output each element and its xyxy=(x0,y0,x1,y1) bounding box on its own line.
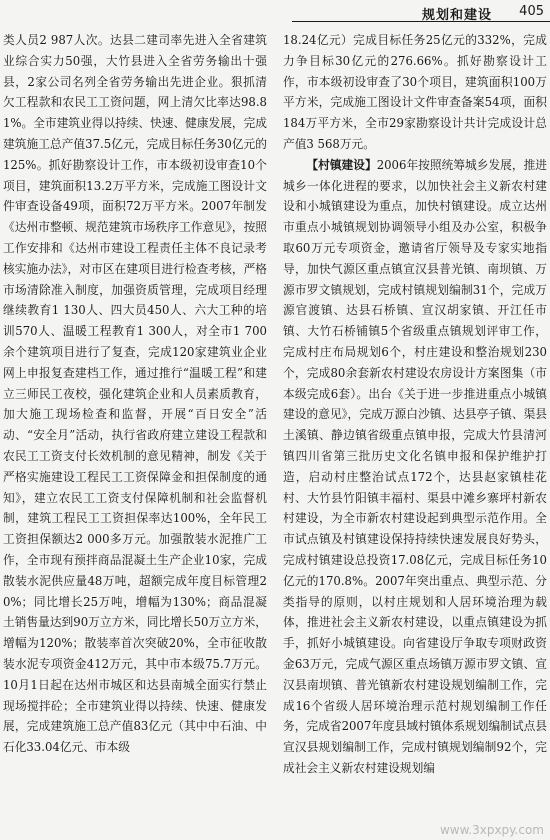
section-title: 规划和建设 xyxy=(421,8,492,23)
page-header xyxy=(0,0,550,24)
village-construction-text: 2006年按照统筹城乡发展，推进城乡一体化进程的要求，以加快社会主义新农村建设和小城镇建设为重点，加快村镇建设。成立达州市重点小城镇规划协调领导小组及办公室，积极争取60万元专项资金，邀请省厅领导及专家实地指导，加快气源区重点镇宣汉县普光镇、南坝镇、万源市罗文镇规划，完成村镇规划编制31个，完成万源官渡镇、达县石桥镇、宣汉胡家镇、开江任市镇、大竹石桥铺镇5个省级重点镇规划评审工作，完成村庄布局规划6个，村庄建设和整治规划230个，完成80余套新农村建设农房设计方案图集（市本级完成6套）。出台《关于进一步推进重点小城镇建设的意见》，完成万源白沙镇、达县亭子镇、渠县土溪镇、静边镇省级重点镇申报，完成大竹县清河镇四川省第三批历史文化名镇申报和保护维护打造，启动村庄整治试点172个，达县赵家镇桂花村、大竹县竹阳镇丰福村、渠县中滩乡寨坪村新农村建设，为全市新农村建设起到典型示范作用。全市试点镇及村镇建设保持持续快速发展良好势头，完成村镇建设总投资17.08亿元，完成目标任务10亿元的170.8%。2007年突出重点、典型示范、分类指导的原则，以村庄规划和人居环境治理为载体，推进社会主义新农村建设，以重点镇建设为抓手，抓好小城镇建设。向省建设厅争取专项财政资金63万元，完成气源区重点场镇万源市罗文镇、宣汉县南坝镇、普光镇新农村建设规划编制工作，完成16个省级人居环境治理示范村规划编制工作任务，完成省2007年度县域村镇体系规划编制试点县宣汉县规划编制工作，完成村镇规划编制92个，完成社会主义新农村建设规划编 xyxy=(283,157,547,775)
right-column xyxy=(283,30,547,836)
watermark: www.3xpxpy.com xyxy=(439,823,544,837)
page-number: 405 xyxy=(519,4,544,19)
header-rule xyxy=(292,21,550,22)
village-construction-paragraph xyxy=(283,155,547,779)
body-columns xyxy=(3,30,547,836)
right-column-continuation: 18.24亿元）完成目标任务25亿元的332%，完成力争目标30亿元的276.66%。抓好勘察设计工作，市本级初设审查了30个项目，建筑面积100万平方米，完成施工图设计文件审查备案54项，面积184万平方米，全市29家勘察设计共计完成设计总产值3 568万元。 xyxy=(283,33,547,151)
section-tag-village-construction: 【村镇建设】 xyxy=(306,157,377,172)
left-column xyxy=(3,30,267,836)
left-column-paragraph: 类人员2 987人次。达县二建司率先进入全省建筑业综合实力50强，大竹县进入全省劳务输出十强县，2家公司名列全省劳务输出先进企业。狠抓清欠工程款和农民工工资问题，网上清欠比率达98.81%。全市建筑业得以持续、快速、健康发展，完成建筑施工总产值37.5亿元，完成目标任务30亿元的125%。抓好勘察设计工作，市本级初设审查10个项目，建筑面积13.2万平方米，完成施工图设计文件审查设备49项，面积72万平方米。2007年制发《达州市整顿、规范建筑市场秩序工作意见》，按照工作安排和《达州市建设工程责任主体不良记录考核实施办法》，对市区在建项目进行检查考核，严格市场清除准入制度，加强资质管理，完成项目经理继续教育1 130人、四大员450人、六大工种的培训570人、温暖工程教育1 300人，对全市1 700余个建筑项目进行了复查，完成120家建筑业企业网上申报复查建档工作，通过推行“温暖工程”和建立三师民工夜校，强化建筑企业和人员素质教育，加大施工现场检查和监督，开展“百日安全”活动、“安全月”活动，执行省政府建立建设工程款和农民工工资支付长效机制的意见精神，制发《关于严格实施建设工程民工工资保障金和担保制度的通知》，建立农民工工资支付保障机制和社会监督机制，建筑工程民工工资担保率达100%，全年民工工资担保额达2 000多万元。加强散装水泥推广工作，全市现有预拌商品混凝土生产企业10家，完成散装水泥供应量48万吨，超额完成年度目标管理20%；同比增长25万吨，增幅为130%；商品混凝土销售量达到90万立方米，同比增长50万立方米，增幅为120%；散装率首次突破20%，全市征收散装水泥专项资金412万元，其中市本级75.7万元。10月1日起在达州市城区和达县南城全面实行禁止现场搅拌砼；全市建筑业得以持续、快速、健康发展，完成建筑施工总产值83亿元（其中中石油、中石化33.04亿元、市本级 xyxy=(3,33,267,755)
